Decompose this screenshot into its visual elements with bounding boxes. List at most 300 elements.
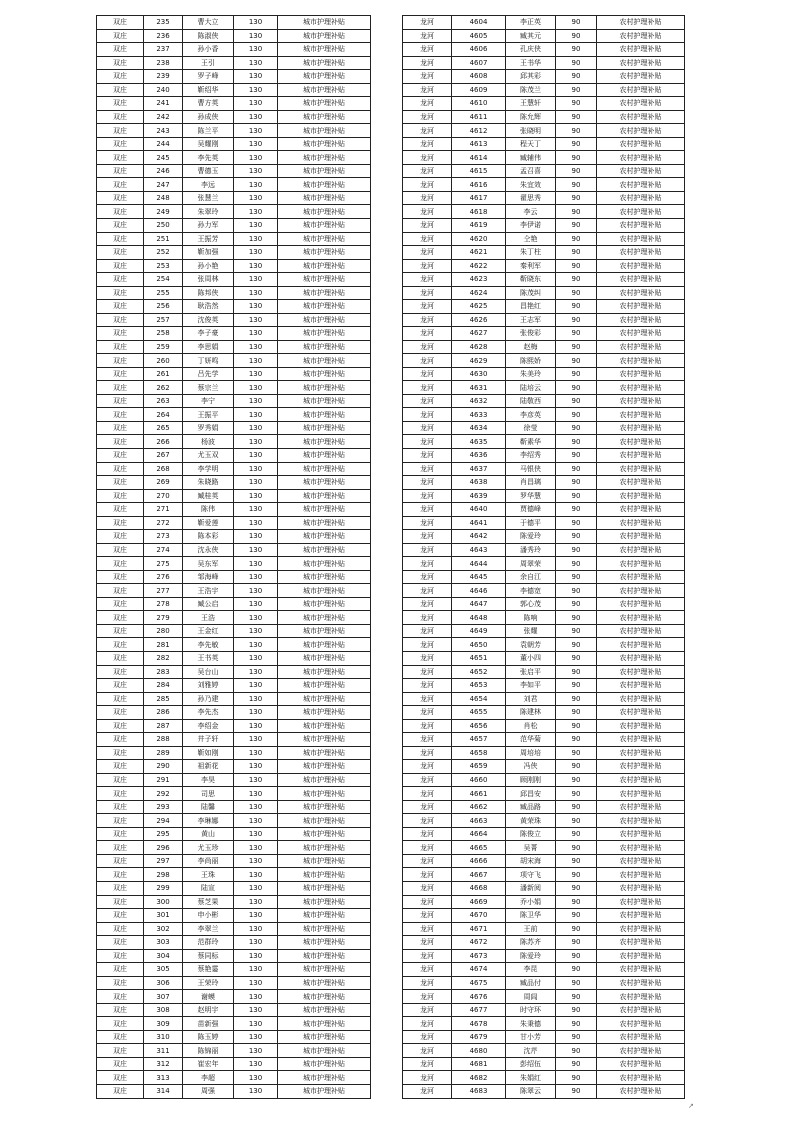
serial-number-cell: 4628 (452, 340, 506, 354)
subsidy-type-cell: 农村护理补贴 (597, 218, 685, 232)
amount-cell: 130 (234, 976, 278, 990)
name-cell: 王前 (506, 922, 556, 936)
table-row (97, 43, 371, 57)
subsidy-type-cell: 农村护理补贴 (597, 1044, 685, 1058)
amount-cell: 130 (234, 164, 278, 178)
serial-number-cell: 254 (144, 273, 183, 287)
serial-number-cell: 4657 (452, 733, 506, 747)
township-cell: 龙河 (403, 1044, 452, 1058)
township-cell: 龙河 (403, 300, 452, 314)
serial-number-cell: 4611 (452, 110, 506, 124)
township-cell: 双庄 (97, 327, 144, 341)
table-row (97, 516, 371, 530)
township-cell: 龙河 (403, 976, 452, 990)
serial-number-cell: 271 (144, 503, 183, 517)
township-cell: 双庄 (97, 733, 144, 747)
name-cell: 袁朝芳 (506, 638, 556, 652)
subsidy-type-cell: 城市护理补贴 (278, 273, 371, 287)
name-cell: 王振芳 (183, 232, 234, 246)
serial-number-cell: 4672 (452, 936, 506, 950)
table-row (403, 191, 685, 205)
name-cell: 王慧轩 (506, 97, 556, 111)
serial-number-cell: 239 (144, 70, 183, 84)
subsidy-type-cell: 农村护理补贴 (597, 963, 685, 977)
serial-number-cell: 4613 (452, 137, 506, 151)
township-cell: 龙河 (403, 313, 452, 327)
subsidy-type-cell: 城市护理补贴 (278, 246, 371, 260)
subsidy-type-cell: 城市护理补贴 (278, 435, 371, 449)
amount-cell: 90 (556, 949, 597, 963)
serial-number-cell: 4638 (452, 476, 506, 490)
name-cell: 张慧兰 (183, 191, 234, 205)
amount-cell: 90 (556, 1084, 597, 1098)
serial-number-cell: 4629 (452, 354, 506, 368)
name-cell: 李超 (183, 1071, 234, 1085)
amount-cell: 130 (234, 286, 278, 300)
township-cell: 龙河 (403, 651, 452, 665)
serial-number-cell: 4650 (452, 638, 506, 652)
name-cell: 蔡宗兰 (183, 381, 234, 395)
amount-cell: 130 (234, 56, 278, 70)
serial-number-cell: 4676 (452, 990, 506, 1004)
table-row (403, 949, 685, 963)
name-cell: 王志军 (506, 313, 556, 327)
name-cell: 潘秀玲 (506, 543, 556, 557)
serial-number-cell: 246 (144, 164, 183, 178)
township-cell: 龙河 (403, 543, 452, 557)
table-row (403, 814, 685, 828)
table-row (97, 787, 371, 801)
amount-cell: 90 (556, 651, 597, 665)
subsidy-type-cell: 城市护理补贴 (278, 949, 371, 963)
name-cell: 邱其彩 (506, 70, 556, 84)
table-row (97, 313, 371, 327)
table-row (97, 286, 371, 300)
subsidy-type-cell: 城市护理补贴 (278, 557, 371, 571)
subsidy-type-cell: 城市护理补贴 (278, 367, 371, 381)
table-row (97, 191, 371, 205)
township-cell: 龙河 (403, 990, 452, 1004)
table-row (97, 462, 371, 476)
table-row (403, 597, 685, 611)
amount-cell: 130 (234, 110, 278, 124)
township-cell: 龙河 (403, 83, 452, 97)
table-row (403, 421, 685, 435)
subsidy-type-cell: 城市护理补贴 (278, 56, 371, 70)
table-row (97, 530, 371, 544)
township-cell: 龙河 (403, 760, 452, 774)
township-cell: 双庄 (97, 976, 144, 990)
subsidy-type-cell: 城市护理补贴 (278, 83, 371, 97)
amount-cell: 90 (556, 516, 597, 530)
township-cell: 双庄 (97, 178, 144, 192)
serial-number-cell: 257 (144, 313, 183, 327)
subsidy-type-cell: 城市护理补贴 (278, 746, 371, 760)
table-row (403, 679, 685, 693)
amount-cell: 130 (234, 827, 278, 841)
subsidy-type-cell: 农村护理补贴 (597, 841, 685, 855)
township-cell: 龙河 (403, 218, 452, 232)
subsidy-type-cell: 农村护理补贴 (597, 1003, 685, 1017)
subsidy-type-cell: 农村护理补贴 (597, 327, 685, 341)
serial-number-cell: 275 (144, 557, 183, 571)
table-row (97, 124, 371, 138)
subsidy-type-cell: 农村护理补贴 (597, 205, 685, 219)
subsidy-type-cell: 城市护理补贴 (278, 868, 371, 882)
name-cell: 臧其元 (506, 29, 556, 43)
subsidy-type-cell: 城市护理补贴 (278, 827, 371, 841)
amount-cell: 90 (556, 313, 597, 327)
table-row (403, 1003, 685, 1017)
left-table-body (97, 16, 371, 1099)
amount-cell: 90 (556, 124, 597, 138)
subsidy-type-cell: 城市护理补贴 (278, 800, 371, 814)
subsidy-type-cell: 城市护理补贴 (278, 543, 371, 557)
name-cell: 董小四 (506, 651, 556, 665)
name-cell: 徐莹 (506, 421, 556, 435)
subsidy-type-cell: 农村护理补贴 (597, 97, 685, 111)
amount-cell: 130 (234, 584, 278, 598)
serial-number-cell: 261 (144, 367, 183, 381)
name-cell: 张周林 (183, 273, 234, 287)
serial-number-cell: 4619 (452, 218, 506, 232)
table-row (403, 692, 685, 706)
amount-cell: 130 (234, 232, 278, 246)
amount-cell: 130 (234, 137, 278, 151)
township-cell: 双庄 (97, 1044, 144, 1058)
serial-number-cell: 4616 (452, 178, 506, 192)
serial-number-cell: 4609 (452, 83, 506, 97)
subsidy-type-cell: 城市护理补贴 (278, 110, 371, 124)
amount-cell: 130 (234, 733, 278, 747)
name-cell: 陈卫华 (506, 909, 556, 923)
amount-cell: 90 (556, 719, 597, 733)
name-cell: 靳素华 (506, 435, 556, 449)
amount-cell: 90 (556, 787, 597, 801)
table-row (97, 976, 371, 990)
serial-number-cell: 4612 (452, 124, 506, 138)
subsidy-type-cell: 城市护理补贴 (278, 570, 371, 584)
serial-number-cell: 4636 (452, 449, 506, 463)
amount-cell: 90 (556, 841, 597, 855)
table-row (97, 218, 371, 232)
table-row (97, 83, 371, 97)
name-cell: 靳绍华 (183, 83, 234, 97)
township-cell: 双庄 (97, 665, 144, 679)
amount-cell: 130 (234, 124, 278, 138)
amount-cell: 130 (234, 1044, 278, 1058)
subsidy-type-cell: 城市护理补贴 (278, 97, 371, 111)
subsidy-type-cell: 农村护理补贴 (597, 814, 685, 828)
name-cell: 仝艳 (506, 232, 556, 246)
subsidy-type-cell: 农村护理补贴 (597, 949, 685, 963)
subsidy-type-cell: 城市护理补贴 (278, 137, 371, 151)
name-cell: 李琳娜 (183, 814, 234, 828)
subsidy-type-cell: 城市护理补贴 (278, 936, 371, 950)
table-row (97, 327, 371, 341)
township-cell: 龙河 (403, 719, 452, 733)
township-cell: 龙河 (403, 530, 452, 544)
serial-number-cell: 4663 (452, 814, 506, 828)
amount-cell: 130 (234, 83, 278, 97)
township-cell: 龙河 (403, 421, 452, 435)
amount-cell: 90 (556, 191, 597, 205)
name-cell: 赵梅 (506, 340, 556, 354)
township-cell: 双庄 (97, 246, 144, 260)
table-row (97, 164, 371, 178)
serial-number-cell: 4675 (452, 976, 506, 990)
subsidy-type-cell: 农村护理补贴 (597, 516, 685, 530)
name-cell: 陈爱玲 (506, 530, 556, 544)
table-row (97, 611, 371, 625)
subsidy-type-cell: 城市护理补贴 (278, 327, 371, 341)
table-row (403, 29, 685, 43)
amount-cell: 130 (234, 300, 278, 314)
name-cell: 王荣玲 (183, 976, 234, 990)
table-row (403, 449, 685, 463)
township-cell: 龙河 (403, 597, 452, 611)
township-cell: 双庄 (97, 462, 144, 476)
serial-number-cell: 285 (144, 692, 183, 706)
table-row (97, 449, 371, 463)
subsidy-type-cell: 城市护理补贴 (278, 976, 371, 990)
table-row (403, 746, 685, 760)
township-cell: 双庄 (97, 530, 144, 544)
serial-number-cell: 4621 (452, 246, 506, 260)
serial-number-cell: 4666 (452, 854, 506, 868)
township-cell: 龙河 (403, 1017, 452, 1031)
name-cell: 李远 (183, 178, 234, 192)
serial-number-cell: 4605 (452, 29, 506, 43)
township-cell: 龙河 (403, 692, 452, 706)
subsidy-type-cell: 城市护理补贴 (278, 381, 371, 395)
serial-number-cell: 4677 (452, 1003, 506, 1017)
serial-number-cell: 235 (144, 16, 183, 30)
subsidy-type-cell: 农村护理补贴 (597, 611, 685, 625)
amount-cell: 90 (556, 976, 597, 990)
amount-cell: 130 (234, 151, 278, 165)
township-cell: 双庄 (97, 164, 144, 178)
township-cell: 双庄 (97, 611, 144, 625)
amount-cell: 130 (234, 1071, 278, 1085)
table-row (97, 624, 371, 638)
serial-number-cell: 4682 (452, 1071, 506, 1085)
subsidy-type-cell: 城市护理补贴 (278, 29, 371, 43)
township-cell: 龙河 (403, 43, 452, 57)
township-cell: 双庄 (97, 83, 144, 97)
amount-cell: 130 (234, 800, 278, 814)
serial-number-cell: 274 (144, 543, 183, 557)
subsidy-type-cell: 农村护理补贴 (597, 232, 685, 246)
township-cell: 龙河 (403, 191, 452, 205)
table-row (97, 949, 371, 963)
subsidy-type-cell: 农村护理补贴 (597, 624, 685, 638)
serial-number-cell: 4654 (452, 692, 506, 706)
serial-number-cell: 4640 (452, 503, 506, 517)
serial-number-cell: 298 (144, 868, 183, 882)
table-row (97, 408, 371, 422)
name-cell: 李学明 (183, 462, 234, 476)
subsidy-type-cell: 城市护理补贴 (278, 854, 371, 868)
serial-number-cell: 253 (144, 259, 183, 273)
serial-number-cell: 4618 (452, 205, 506, 219)
subsidy-type-cell: 城市护理补贴 (278, 205, 371, 219)
name-cell: 臧辅伟 (506, 151, 556, 165)
township-cell: 龙河 (403, 489, 452, 503)
subsidy-type-cell: 城市护理补贴 (278, 706, 371, 720)
township-cell: 龙河 (403, 340, 452, 354)
table-row (97, 354, 371, 368)
township-cell: 双庄 (97, 16, 144, 30)
amount-cell: 90 (556, 773, 597, 787)
name-cell: 昌艳红 (506, 300, 556, 314)
table-row (97, 990, 371, 1004)
township-cell: 龙河 (403, 232, 452, 246)
table-row (97, 719, 371, 733)
township-cell: 龙河 (403, 557, 452, 571)
name-cell: 吴耀刚 (183, 137, 234, 151)
amount-cell: 90 (556, 665, 597, 679)
page-corner-mark: ↗ (688, 1102, 694, 1110)
township-cell: 双庄 (97, 800, 144, 814)
township-cell: 龙河 (403, 787, 452, 801)
name-cell: 张俊彩 (506, 327, 556, 341)
name-cell: 范华菊 (506, 733, 556, 747)
table-row (403, 719, 685, 733)
serial-number-cell: 4642 (452, 530, 506, 544)
subsidy-type-cell: 农村护理补贴 (597, 137, 685, 151)
name-cell: 潘新阅 (506, 882, 556, 896)
subsidy-type-cell: 城市护理补贴 (278, 421, 371, 435)
township-cell: 龙河 (403, 164, 452, 178)
serial-number-cell: 4631 (452, 381, 506, 395)
serial-number-cell: 267 (144, 449, 183, 463)
name-cell: 陈茂纠 (506, 286, 556, 300)
subsidy-type-cell: 农村护理补贴 (597, 313, 685, 327)
township-cell: 龙河 (403, 679, 452, 693)
name-cell: 肖昌璃 (506, 476, 556, 490)
serial-number-cell: 272 (144, 516, 183, 530)
name-cell: 陈爱玲 (506, 949, 556, 963)
township-cell: 双庄 (97, 43, 144, 57)
name-cell: 苗新强 (183, 1017, 234, 1031)
name-cell: 王浩宇 (183, 584, 234, 598)
subsidy-type-cell: 城市护理补贴 (278, 476, 371, 490)
amount-cell: 130 (234, 787, 278, 801)
amount-cell: 90 (556, 476, 597, 490)
subsidy-type-cell: 农村护理补贴 (597, 151, 685, 165)
table-row (403, 462, 685, 476)
amount-cell: 90 (556, 43, 597, 57)
township-cell: 双庄 (97, 841, 144, 855)
subsidy-type-cell: 城市护理补贴 (278, 313, 371, 327)
name-cell: 李翠兰 (183, 922, 234, 936)
serial-number-cell: 258 (144, 327, 183, 341)
name-cell: 陈玉婷 (183, 1030, 234, 1044)
serial-number-cell: 305 (144, 963, 183, 977)
subsidy-type-cell: 农村护理补贴 (597, 638, 685, 652)
table-row (97, 854, 371, 868)
subsidy-type-cell: 农村护理补贴 (597, 29, 685, 43)
township-cell: 龙河 (403, 584, 452, 598)
amount-cell: 90 (556, 178, 597, 192)
table-row (403, 16, 685, 30)
amount-cell: 130 (234, 814, 278, 828)
amount-cell: 130 (234, 381, 278, 395)
subsidy-type-cell: 农村护理补贴 (597, 760, 685, 774)
amount-cell: 130 (234, 597, 278, 611)
name-cell: 耿浩然 (183, 300, 234, 314)
amount-cell: 130 (234, 665, 278, 679)
name-cell: 朱翠玲 (183, 205, 234, 219)
name-cell: 冯侠 (506, 760, 556, 774)
township-cell: 龙河 (403, 476, 452, 490)
serial-number-cell: 4639 (452, 489, 506, 503)
serial-number-cell: 289 (144, 746, 183, 760)
amount-cell: 130 (234, 760, 278, 774)
table-row (97, 1003, 371, 1017)
table-row (97, 963, 371, 977)
table-row (97, 936, 371, 950)
table-row (403, 178, 685, 192)
amount-cell: 90 (556, 232, 597, 246)
table-row (403, 976, 685, 990)
table-row (97, 70, 371, 84)
serial-number-cell: 269 (144, 476, 183, 490)
township-cell: 双庄 (97, 922, 144, 936)
subsidy-type-cell: 农村护理补贴 (597, 476, 685, 490)
amount-cell: 130 (234, 205, 278, 219)
name-cell: 陈淑侠 (183, 29, 234, 43)
serial-number-cell: 302 (144, 922, 183, 936)
amount-cell: 130 (234, 462, 278, 476)
table-row (403, 963, 685, 977)
table-row (403, 882, 685, 896)
table-row (403, 83, 685, 97)
table-row (97, 651, 371, 665)
amount-cell: 130 (234, 746, 278, 760)
amount-cell: 90 (556, 164, 597, 178)
amount-cell: 90 (556, 990, 597, 1004)
table-row (97, 841, 371, 855)
serial-number-cell: 236 (144, 29, 183, 43)
serial-number-cell: 4668 (452, 882, 506, 896)
table-row (403, 151, 685, 165)
serial-number-cell: 4610 (452, 97, 506, 111)
name-cell: 杨波 (183, 435, 234, 449)
township-cell: 龙河 (403, 895, 452, 909)
name-cell: 靳加强 (183, 246, 234, 260)
name-cell: 陈俊立 (506, 827, 556, 841)
name-cell: 王引 (183, 56, 234, 70)
table-row (403, 543, 685, 557)
amount-cell: 90 (556, 462, 597, 476)
name-cell: 陈响 (506, 611, 556, 625)
amount-cell: 130 (234, 936, 278, 950)
amount-cell: 130 (234, 543, 278, 557)
amount-cell: 130 (234, 1084, 278, 1098)
township-cell: 双庄 (97, 449, 144, 463)
amount-cell: 90 (556, 543, 597, 557)
table-row (97, 151, 371, 165)
serial-number-cell: 4656 (452, 719, 506, 733)
subsidy-type-cell: 城市护理补贴 (278, 895, 371, 909)
subsidy-type-cell: 农村护理补贴 (597, 462, 685, 476)
name-cell: 沈俊英 (183, 313, 234, 327)
serial-number-cell: 4660 (452, 773, 506, 787)
subsidy-type-cell: 农村护理补贴 (597, 1030, 685, 1044)
serial-number-cell: 4604 (452, 16, 506, 30)
